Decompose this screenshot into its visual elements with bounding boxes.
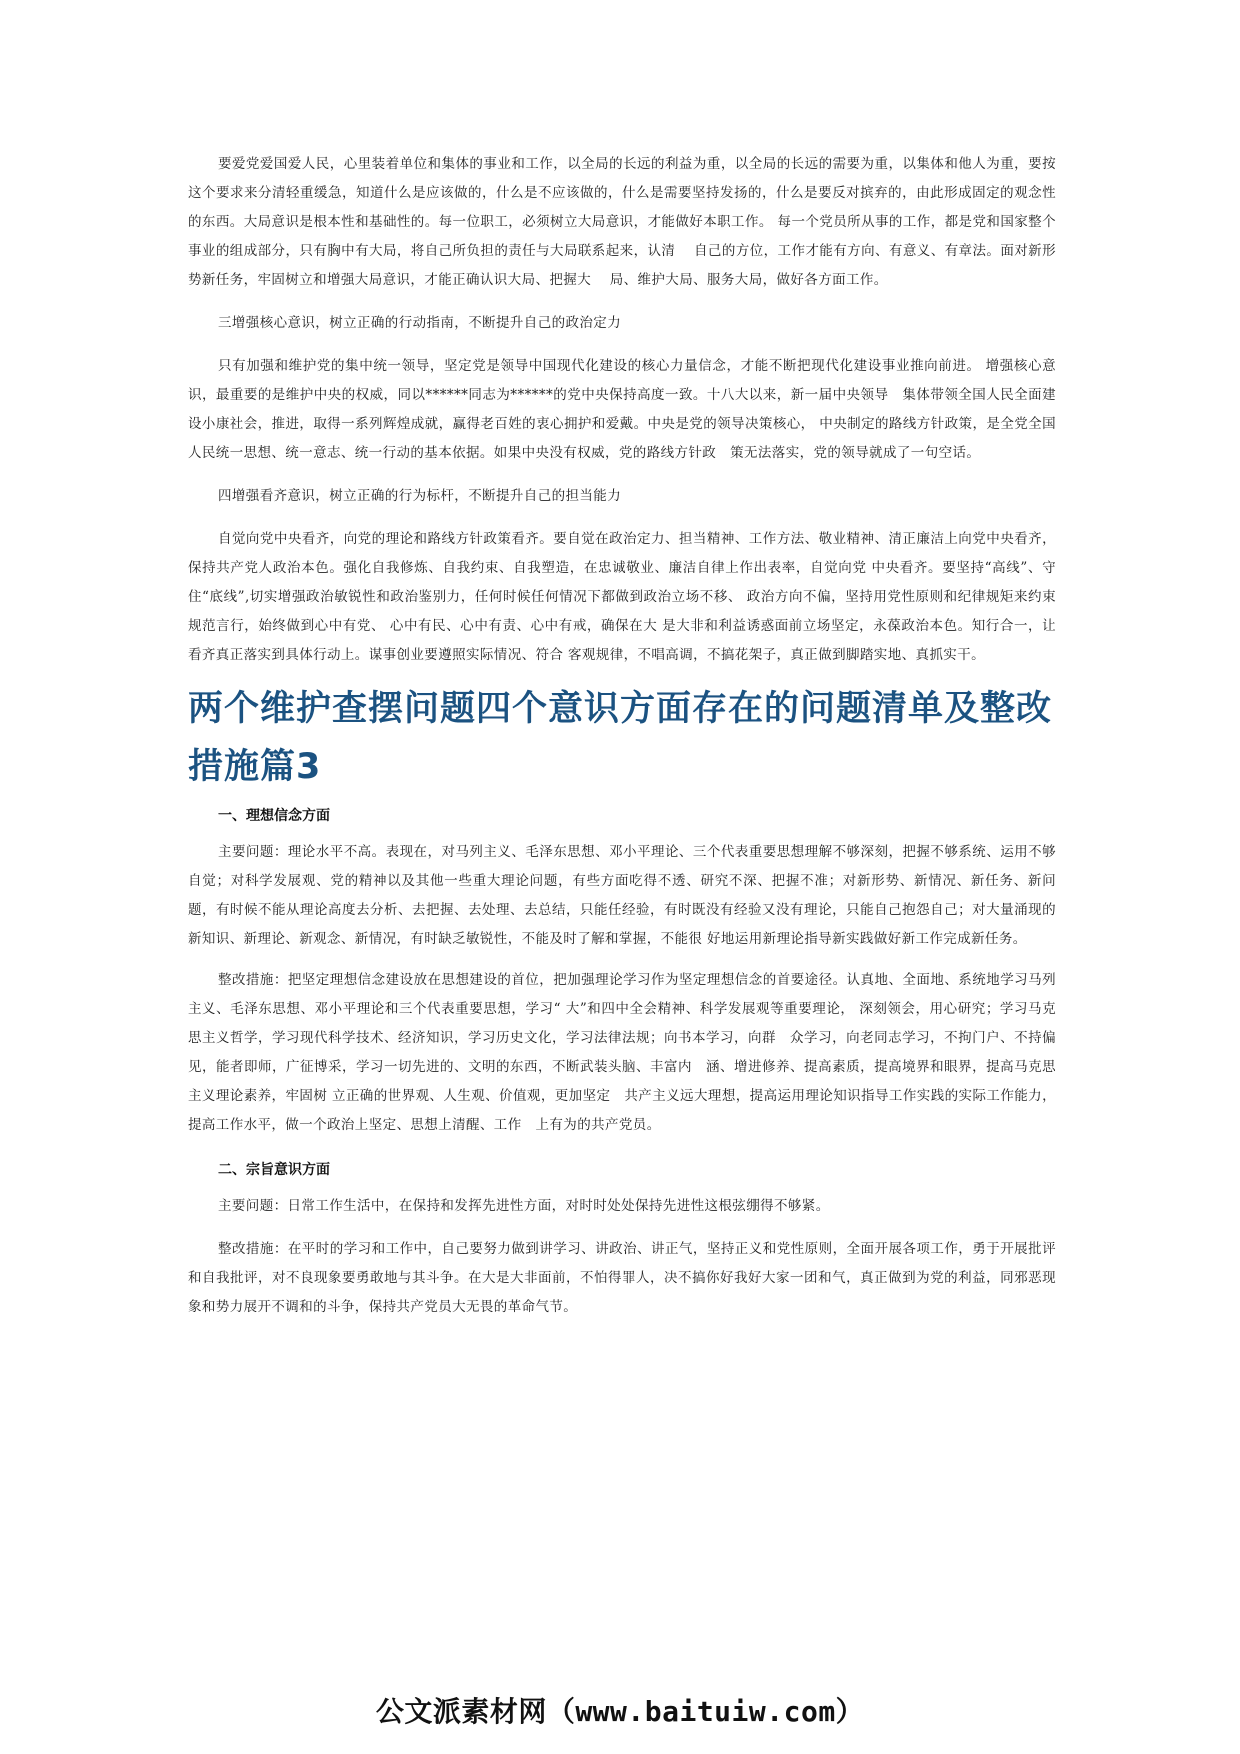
spacer xyxy=(188,954,1056,966)
spacer xyxy=(188,511,1056,525)
spacer xyxy=(188,1221,1056,1235)
part-1-problem-paragraph: 主要问题：理论水平不高。表现在，对马列主义、毛泽东思想、邓小平理论、三个代表重要思想理解不够深刻，把握不够系统、运用不够自觉；对科学发展观、党的精神以及其他一些重大理论问题，有些方面吃得不透、研究不深、把握不准；对新形势、新情况、新任务、新问题，有时候不能从理论高度去分析、去把握、去处理、去总结，只能任经验，有时既没有经验又没有理论，只能自己抱怨自己；对大量涌现的新知识、新理论、新观念、新情况，有时缺乏敏锐性，不能及时了解和掌握，不能很 好地运用新理论指导新实践做好新工作完成新任务。 xyxy=(188,844,1056,947)
section-3-paragraph: 只有加强和维护党的集中统一领导，坚定党是领导中国现代化建设的核心力量信念，才能不断把现代化建设事业推向前进。 增强核心意识，最重要的是维护中央的权威，同以******同志为******的党中央保持高度一致。十八大以来，新一届中央领导 集体带领全国人民全面建设小康社会，推进，取得一系列辉煌成就，赢得老百姓的衷心拥护和爱戴。中央是党的领导决策核心， 中央制定的路线方针政策，是全党全国人民统一思想、统一意志、统一行动的基本依据。如果中央没有权威，党的路线方针政 策无法落实，党的领导就成了一句空话。 xyxy=(188,358,1056,461)
part-1-measures-paragraph: 整改措施：把坚定理想信念建设放在思想建设的首位，把加强理论学习作为坚定理想信念的首要途径。认真地、全面地、系统地学习马列主义、毛泽东思想、邓小平理论和三个代表重要思想，学习“ 大”和四中全会精神、科学发展观等重要理论， 深刻领会，用心研究；学习马克思主义哲学，学习现代科学技术、经济知识，学习历史文化，学习法律法规；向书本学习，向群 众学习，向老同志学习，不拘门户、不持偏见，能者即师，广征博采，学习一切先进的、文明的东西，不断武装头脑、丰富内 涵、增进修养、提高素质，提高境界和眼界，提高马克思主义理论素养，牢固树 立正确的世界观、人生观、价值观，更加坚定 共产主义远大理想，提高运用理论知识指导工作实践的实际工作能力，提高工作水平，做一个政治上坚定、思想上清醒、工作 上有为的共产党员。 xyxy=(188,972,1056,1133)
part-1-heading: 一、理想信念方面 xyxy=(218,808,330,824)
section-4-heading: 四增强看齐意识，树立正确的行为标杆，不断提升自己的担当能力 xyxy=(218,488,622,504)
part-2-problem-paragraph: 主要问题：日常工作生活中，在保持和发挥先进性方面，对时时处处保持先进性这根弦绷得不够紧。 xyxy=(218,1198,830,1214)
document-title: 两个维护查摆问题四个意识方面存在的问题清单及整改措施篇3 xyxy=(188,689,1053,787)
intro-paragraph: 要爱党爱国爱人民，心里装着单位和集体的事业和工作，以全局的长远的利益为重，以全局的长远的需要为重，以集体和他人为重，要按这个要求来分清轻重缓急，知道什么是应该做的，什么是不应该做的，什么是需要坚持发扬的，什么是要反对摈弃的，由此形成固定的观念性的东西。大局意识是根本性和基础性的。每一位职工，必须树立大局意识，才能做好本职工作。 每一个党员所从事的工作，都是党和国家整个事业的组成部分，只有胸中有大局，将自己所负担的责任与大局联系起来，认清 自己的方位，工作才能有方向、有意义、有章法。面对新形势新任务，牢固树立和增强大局意识，才能正确认识大局、把握大 局、维护大局、服务大局，做好各方面工作。 xyxy=(188,156,1056,288)
part-2-measures-paragraph: 整改措施：在平时的学习和工作中，自己要努力做到讲学习、讲政治、讲正气，坚持正义和党性原则，全面开展各项工作，勇于开展批评和自我批评，对不良现象要勇敢地与其斗争。在大是大非面前，不怕得罪人，决不搞你好我好大家一团和气，真正做到为党的利益，同邪恶现象和势力展开不调和的斗争，保持共产党员大无畏的革命气节。 xyxy=(188,1241,1056,1315)
spacer xyxy=(188,338,1056,352)
spacer xyxy=(188,468,1056,482)
spacer xyxy=(188,295,1056,309)
footer-site-credit: 公文派素材网（www.baituiw.com） xyxy=(375,1695,865,1728)
spacer xyxy=(188,1140,1056,1152)
section-4-paragraph: 自觉向党中央看齐，向党的理论和路线方针政策看齐。要自觉在政治定力、担当精神、工作方法、敬业精神、清正廉洁上向党中央看齐，保持共产党人政治本色。强化自我修炼、自我约束、自我塑造，在忠诚敬业、廉洁自律上作出表率，自觉向党 中央看齐。要坚持“高线”、守住“底线”,切实增强政治敏锐性和政治鉴别力，任何时候任何情况下都做到政治立场不移、 政治方向不偏，坚持用党性原则和纪律规矩来约束规范言行，始终做到心中有党、 心中有民、心中有责、心中有戒，确保在大 是大非和利益诱惑面前立场坚定，永葆政治本色。知行合一，让看齐真正落实到具体行动上。谋事创业要遵照实际情况、符合 客观规律，不唱高调，不搞花架子，真正做到脚踏实地、真抓实干。 xyxy=(188,531,1056,663)
section-3-heading: 三增强核心意识，树立正确的行动指南，不断提升自己的政治定力 xyxy=(218,315,622,331)
part-2-heading: 二、宗旨意识方面 xyxy=(218,1162,330,1178)
document-body xyxy=(188,150,1056,1322)
